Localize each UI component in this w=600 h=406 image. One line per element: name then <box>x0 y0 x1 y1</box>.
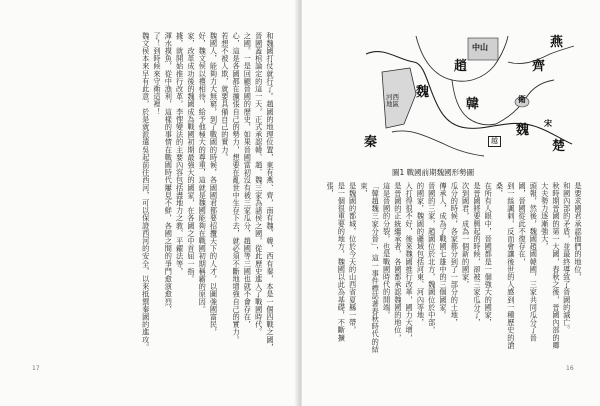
text-column: 瓜分的時候，各家都分到了一部分的土地， <box>450 182 460 327</box>
left-page-number: 17 <box>32 365 40 372</box>
text-column: 之國。一是回顧晉國的歷史，如果晉國當初沒有被三家瓜分，趙國等三國也就不會存在， <box>243 32 253 329</box>
label-yue: 越 <box>488 136 501 147</box>
text-column: 和魏國打仗就行了。趙國的地理位置，東有燕、齊，南有魏、韓，西有秦，本是一個四戰之國， <box>266 32 275 352</box>
text-column: 家，改革成功後的魏國成為戰國初期最強大的國家，在各國之中首屈一指。 <box>186 32 196 283</box>
right-page-text-margin <box>548 182 584 354</box>
label-chu: 楚 <box>552 139 566 154</box>
label-han: 韓 <box>466 97 480 112</box>
text-column: 和國內部的矛盾，並最終導致了晉國的滅亡。 <box>562 182 572 334</box>
text-column: 魏文侯本來早有此意，於是就派遣吳起前往西河，可以保證西河的安全，以來抵禦秦國的進攻。 <box>141 32 151 352</box>
text-column: 是晉國將要興起的時候，卻被三家瓜分了， <box>472 182 482 327</box>
left-page-text <box>36 32 276 354</box>
text-column: 是一個很重要的地方，魏國以此為基礎，不斷擴張， <box>326 182 347 342</box>
text-column: 頭報，然後，魏國趙國韓國，三家共同瓜分了晉國，晉國從此不復存在， <box>518 182 539 342</box>
label-qi: 齊 <box>532 59 546 74</box>
text-column: 據，就開始推行改革，李悝變法的主要內容包括盡地力之教、平糴法等， <box>175 32 185 276</box>
label-wei-south: 魏 <box>516 123 530 138</box>
left-page <box>0 0 298 406</box>
label-wei-north: 魏 <box>416 85 430 100</box>
text-column: 是要求國君承認他們的地位， <box>574 182 583 281</box>
text-column: 晉國的三家，趙國位於北方，魏國位於中部， <box>427 182 437 334</box>
text-column: 若想不被人欺，就要具備自己的實力。 <box>220 32 230 162</box>
text-column: 到一絲諷刺，反而會讓後世的人感到一種歷史的滄桑， <box>495 182 516 350</box>
text-column: 晉國蓋棺論定的這一天，正式承認韓、趙、魏三家為諸侯之國，從此歷史進入了戰國時代。 <box>254 32 264 336</box>
text-column: 傳承人，成為了戰國七雄中的三個國家。 <box>439 182 449 319</box>
label-qin: 秦 <box>364 135 378 150</box>
map-caption: 圖1 戰國前期魏國形勢圖 <box>392 168 475 177</box>
label-wey: 衛 <box>518 95 526 104</box>
text-column: 次到國君，成為一個新的國家， <box>461 182 471 289</box>
text-column: 是晉國的正統繼承者，各國都承認魏國的地位， <box>393 182 403 342</box>
label-hexi: 河西地區 <box>386 93 399 108</box>
text-column: 這是晉國的分裂，也是戰國時代的開端， <box>382 182 392 319</box>
label-zhongshan: 中山 <box>472 43 488 52</box>
text-column: 心，這是各國都在擴張自己的勢力，想要在亂世中生存下去，就必須不斷地增強自己的實力。 <box>232 32 242 344</box>
label-zhao: 趙 <box>454 59 468 74</box>
label-song: 宋 <box>544 119 552 128</box>
text-column: 渾水摸魚，從中漁利，這樣的事情在戰國時代屢見不鮮，各國之間的爭鬥愈演愈烈， <box>164 32 174 314</box>
right-page-number: 16 <box>566 365 574 372</box>
right-page-text-lower <box>326 182 562 354</box>
text-column: 魏國人，能夠力大無窮，到了戰國的時候，各國國君都要招攬天下的人才，以圖強國富民， <box>209 32 219 336</box>
text-column: 入打得很不好，後來魏國推行改革，國力大增， <box>405 182 415 342</box>
text-column: 秋時期晉國的第一大國，春秋之後，晉國內部的卿大夫勢力逐漸強大， <box>540 182 561 350</box>
text-column: 好，魏文侯以禮相待，給予他極大的尊重，這就是魏國能夠在戰國初期稱霸的原因。 <box>198 32 208 314</box>
text-column: 「韓趙魏三家分晉」，這一事件標誌著春秋時代的結束， <box>359 182 381 354</box>
text-column: 是魏國的都城，位於今天的山西省夏縣一帶， <box>348 182 358 334</box>
label-yan: 燕 <box>550 35 564 50</box>
text-column: 了！到時候來守衛這裡！ <box>153 32 163 116</box>
text-column: 在所有人眼中，晉國都是一個強大的國家， <box>484 182 494 327</box>
warring-states-map <box>356 32 574 162</box>
text-column: 的國家，魏國的疆域包括河東、河內等地， <box>416 182 426 327</box>
